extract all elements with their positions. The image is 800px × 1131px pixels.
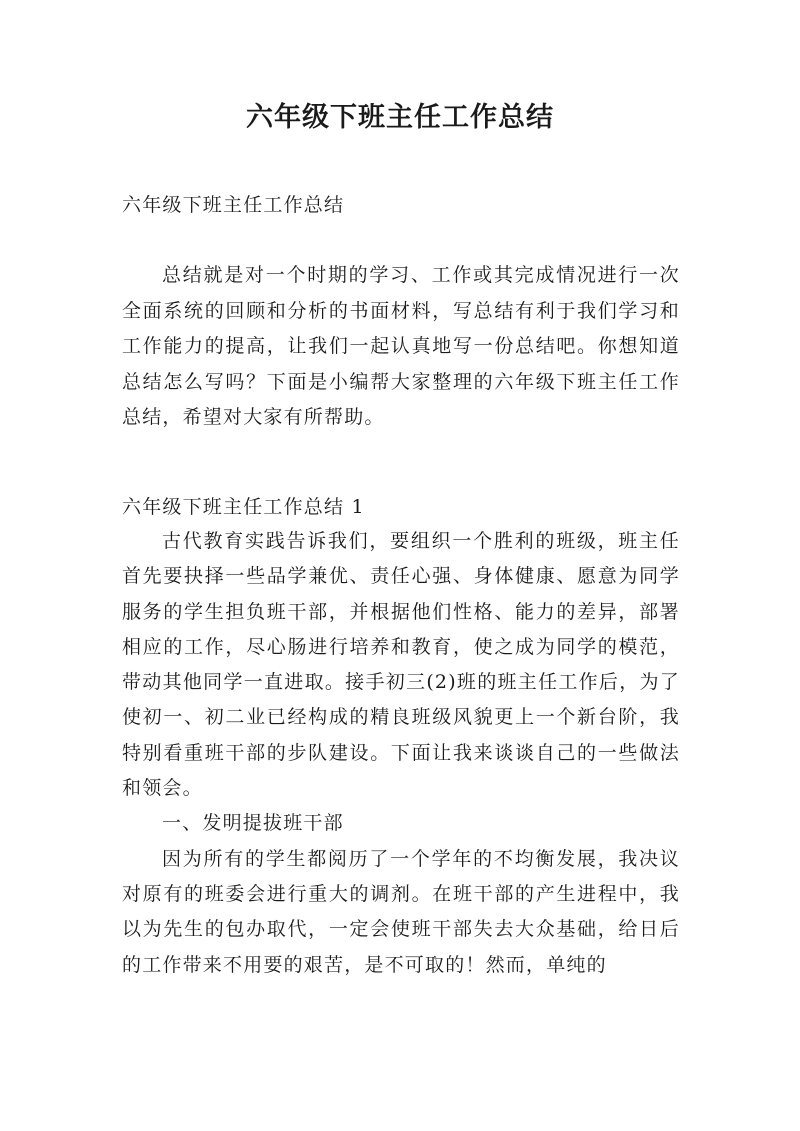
section-heading: 六年级下班主任工作总结 1 bbox=[122, 496, 365, 518]
subsection-heading: 一、发明提拔班干部 bbox=[162, 812, 344, 835]
intro-paragraph: 总结就是对一个时期的学习、工作或其完成情况进行一次全面系统的回顾和分析的书面材料，写总结有利于我们学习和工作能力的提高，让我们一起认真地写一份总结吧。你想知道总结怎么写吗？下面是小编帮大家整理的六年级下班主任工作总结，希望对大家有所帮助。 bbox=[122, 264, 680, 428]
section-body bbox=[122, 524, 680, 983]
paragraph: 因为所有的学生都阅历了一个学年的不均衡发展，我决议对原有的班委会进行重大的调剂。在班干部的产生进程中，我以为先生的包办取代，一定会使班干部失去大众基础，给日后的工作带来不用要的艰苦，是不可取的！然而，单纯的 bbox=[122, 847, 680, 976]
paragraph: 古代教育实践告诉我们，要组织一个胜利的班级，班主任首先要抉择一些品学兼优、责任心强、身体健康、愿意为同学服务的学生担负班干部，并根据他们性格、能力的差异，部署相应的工作，尽心肠进行培养和教育，使之成为同学的模范，带动其他同学一直进取。接手初三(2)班的班主任工作后，为了使初一、初二业已经构成的精良班级风貌更上一个新台阶，我特别看重班干部的步队建设。下面让我来谈谈自己的一些做法和领会。 bbox=[122, 530, 680, 800]
document-title: 六年级下班主任工作总结 bbox=[246, 102, 554, 133]
document-subtitle: 六年级下班主任工作总结 bbox=[122, 194, 345, 216]
